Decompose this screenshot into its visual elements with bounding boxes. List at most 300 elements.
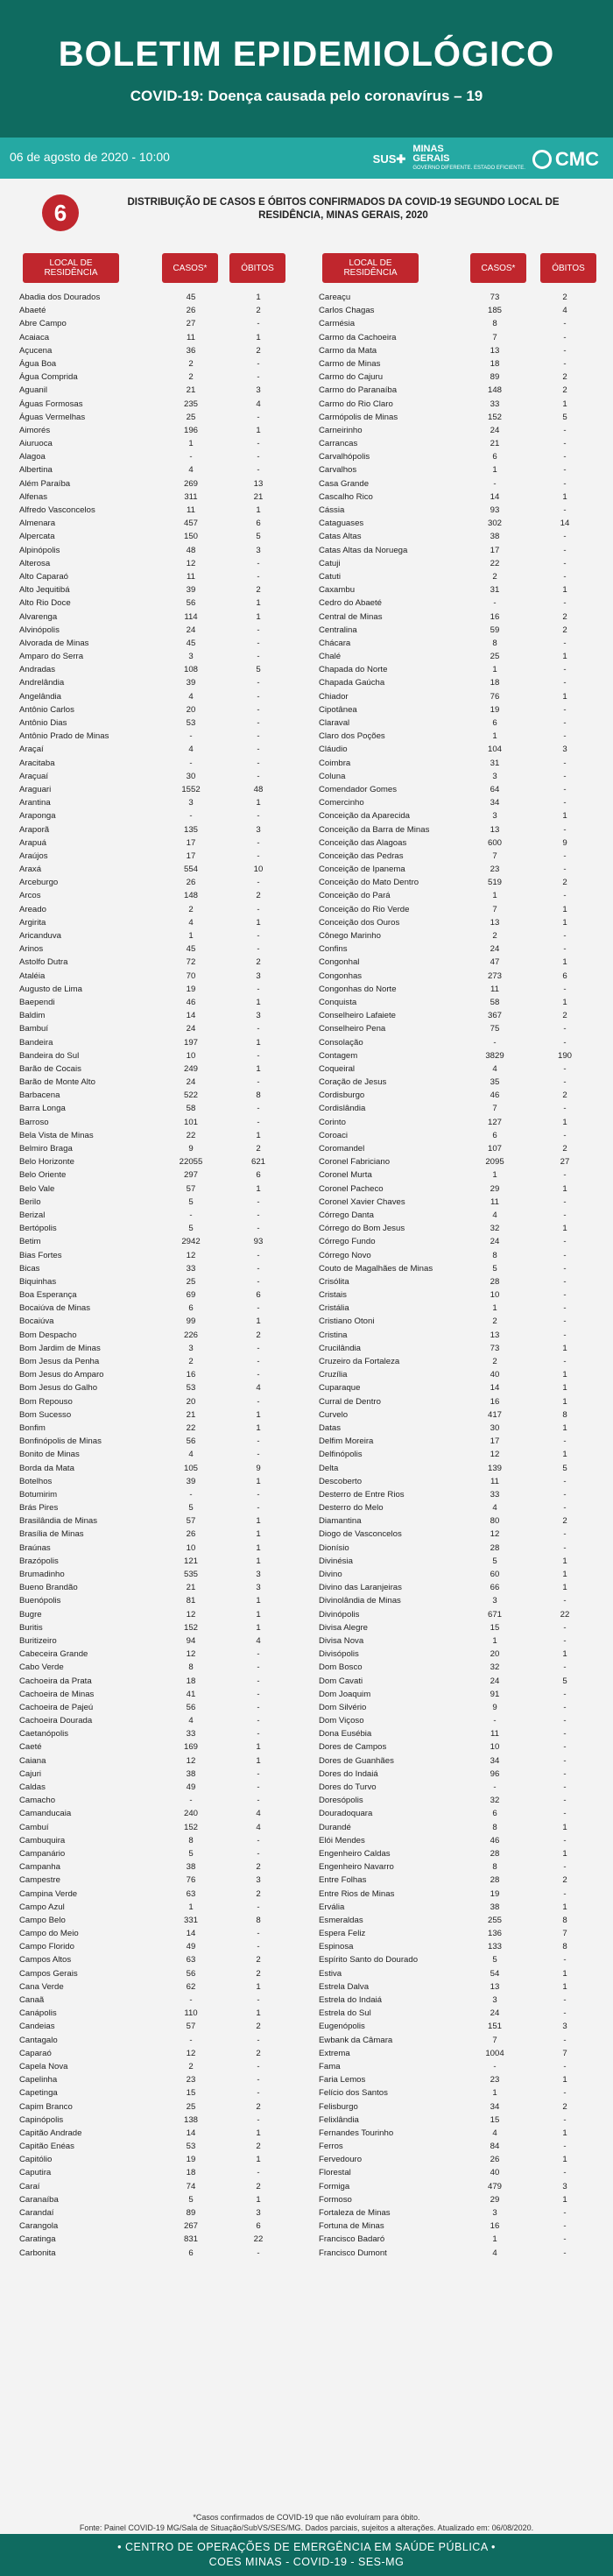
- municipality-name: Dona Eusébia: [319, 1729, 372, 1740]
- cases-count: 5: [492, 1556, 497, 1566]
- cases-count: 38: [186, 1768, 196, 1779]
- deaths-count: 1: [562, 904, 567, 914]
- municipality-name: Caxambu: [319, 585, 356, 596]
- table-row: [319, 2153, 608, 2166]
- municipality-name: Além Paraíba: [19, 478, 71, 489]
- deaths-count: 1: [256, 917, 261, 928]
- municipality-name: Bom Sucesso: [19, 1409, 72, 1420]
- table-row: [19, 2073, 299, 2086]
- cases-count: 108: [183, 665, 198, 675]
- municipality-name: Almenara: [19, 519, 56, 529]
- cases-count: 10: [490, 1742, 500, 1753]
- deaths-count: -: [257, 1489, 260, 1500]
- municipality-name: Bonfim: [19, 1422, 46, 1433]
- date-bar: [0, 138, 613, 179]
- cases-count: 75: [490, 1024, 500, 1034]
- cases-count: 16: [186, 1370, 196, 1380]
- table-row: [319, 411, 608, 424]
- municipality-name: Araçuaí: [19, 771, 49, 781]
- deaths-count: -: [563, 1077, 567, 1088]
- cases-count: 35: [490, 1077, 500, 1088]
- table-row: [19, 570, 299, 583]
- cases-count: 15: [490, 1622, 500, 1633]
- municipality-name: Cristais: [319, 1290, 347, 1301]
- cases-count: 53: [186, 2142, 196, 2152]
- deaths-count: 7: [562, 2048, 567, 2058]
- cases-count: 58: [186, 1104, 196, 1114]
- table-row: [319, 1860, 608, 1874]
- cases-count: 31: [490, 585, 500, 596]
- table-row: [319, 450, 608, 463]
- deaths-count: 1: [256, 1755, 261, 1766]
- table-row: [319, 1222, 608, 1235]
- cases-count: 66: [490, 1583, 500, 1593]
- deaths-count: 3: [562, 2181, 567, 2191]
- table-row: [319, 1901, 608, 1914]
- cases-count: 479: [487, 2181, 502, 2191]
- table-row: [19, 757, 299, 770]
- deaths-count: 1: [256, 1542, 261, 1553]
- cases-count: 62: [186, 1981, 196, 1992]
- table-row: [319, 1501, 608, 1514]
- deaths-count: 1: [562, 917, 567, 928]
- table-row: [19, 1940, 299, 1953]
- table-row: [19, 490, 299, 504]
- municipality-name: Carmo de Minas: [319, 358, 381, 369]
- cases-count: 21: [186, 1409, 196, 1420]
- cases-count: 12: [186, 1755, 196, 1766]
- cases-count: 34: [490, 2101, 500, 2112]
- table-row: [319, 916, 608, 929]
- cases-count: 8: [492, 638, 497, 648]
- cases-count: 26: [490, 2155, 500, 2165]
- deaths-count: 1: [256, 598, 261, 609]
- deaths-count: -: [563, 558, 567, 568]
- table-row: [319, 2007, 608, 2020]
- table-row: [19, 1807, 299, 1820]
- municipality-name: Cordisburgo: [319, 1090, 365, 1101]
- table-row: [19, 1794, 299, 1807]
- municipality-name: Entre Folhas: [319, 1875, 367, 1886]
- table-row: [319, 1768, 608, 1781]
- deaths-count: -: [257, 678, 260, 688]
- cases-count: 8: [188, 1835, 194, 1846]
- table-row: [319, 970, 608, 983]
- table-row: [319, 2206, 608, 2220]
- cases-count: 3829: [485, 1050, 504, 1061]
- table-row: [319, 1129, 608, 1142]
- table-row: [319, 1594, 608, 1607]
- deaths-count: 5: [256, 532, 261, 542]
- table-row: [319, 836, 608, 850]
- municipality-name: Argirita: [19, 917, 46, 928]
- deaths-count: 13: [253, 478, 264, 489]
- table-row: [19, 596, 299, 610]
- table-row: [19, 956, 299, 969]
- deaths-count: 1: [562, 2155, 567, 2165]
- municipality-name: Botumirim: [19, 1489, 58, 1500]
- municipality-name: Córrego Danta: [319, 1210, 374, 1220]
- cases-count: 4: [188, 745, 194, 755]
- cases-count: 94: [186, 1635, 196, 1646]
- deaths-count: -: [257, 1050, 260, 1061]
- table-row: [19, 2233, 299, 2246]
- table-row: [19, 1288, 299, 1302]
- cases-count: 47: [490, 957, 500, 968]
- municipality-name: Angelândia: [19, 691, 62, 702]
- deaths-count: -: [257, 1702, 260, 1712]
- cases-count: 33: [186, 1263, 196, 1274]
- table-row: [19, 2100, 299, 2114]
- table-row: [319, 610, 608, 624]
- deaths-count: -: [257, 1250, 260, 1260]
- table-row: [19, 2020, 299, 2033]
- municipality-name: Augusto de Lima: [19, 984, 82, 994]
- deaths-count: -: [563, 1330, 567, 1340]
- deaths-count: 6: [256, 2221, 261, 2232]
- deaths-count: 2: [256, 2048, 261, 2058]
- deaths-count: -: [257, 1263, 260, 1274]
- table-row: [19, 1501, 299, 1514]
- municipality-name: Cristália: [319, 1303, 349, 1314]
- municipality-name: Conceição do Pará: [319, 891, 391, 901]
- cases-count: 60: [490, 1570, 500, 1579]
- header-local-right: LOCAL DE RESIDÊNCIA: [322, 253, 419, 283]
- cases-count: 14: [490, 491, 500, 502]
- table-row: [19, 1874, 299, 1887]
- table-row: [19, 1488, 299, 1501]
- table-row: [319, 1940, 608, 1953]
- municipality-name: Entre Rios de Minas: [319, 1888, 395, 1899]
- table-row: [319, 1182, 608, 1196]
- cases-count: 10: [186, 1050, 196, 1061]
- municipality-name: Coromandel: [319, 1144, 365, 1154]
- municipality-name: Cedro do Abaeté: [319, 598, 383, 609]
- table-row: [19, 1821, 299, 1834]
- cases-count: 22: [186, 1130, 196, 1140]
- table-row: [319, 863, 608, 876]
- deaths-count: 1: [256, 505, 261, 515]
- cases-count: 21: [186, 1583, 196, 1593]
- cases-count: 24: [490, 944, 500, 955]
- cases-count: 32: [490, 1224, 500, 1234]
- page-subtitle: COVID-19: Doença causada pelo coronavírus – 19: [130, 88, 483, 104]
- cases-count: -: [493, 598, 497, 609]
- municipality-name: Coronel Murta: [319, 1170, 372, 1181]
- deaths-count: -: [563, 1995, 567, 2005]
- table-row: [319, 1794, 608, 1807]
- deaths-count: 190: [557, 1050, 572, 1061]
- cases-count: 3: [188, 1343, 194, 1353]
- deaths-count: -: [257, 1276, 260, 1287]
- table-title: DISTRIBUIÇÃO DE CASOS E ÓBITOS CONFIRMADOS DA COVID-19 SEGUNDO LOCAL DE RESIDÊNCIA, MINAS GERAIS, 2020: [127, 197, 560, 221]
- cases-count: 73: [490, 1343, 500, 1353]
- cases-count: 12: [490, 1450, 500, 1460]
- cases-count: 1: [188, 1902, 194, 1912]
- municipality-name: Cuparaque: [319, 1383, 361, 1394]
- deaths-count: -: [563, 865, 567, 875]
- municipality-name: Bonfinópolis de Minas: [19, 1436, 102, 1447]
- deaths-count: 6: [562, 970, 567, 981]
- table-row: [19, 1168, 299, 1182]
- municipality-name: Alvorada de Minas: [19, 638, 89, 648]
- cases-count: 14: [186, 1929, 196, 1939]
- municipality-name: Conceição da Aparecida: [319, 811, 411, 822]
- municipality-name: Ataléia: [19, 970, 46, 981]
- table-row: [19, 1329, 299, 1342]
- cases-count: 104: [487, 745, 502, 755]
- cases-count: 45: [186, 293, 196, 302]
- cases-count: 56: [186, 1968, 196, 1979]
- table-row: [319, 1740, 608, 1754]
- cases-count: 127: [487, 1117, 502, 1127]
- municipality-name: Capitólio: [19, 2155, 53, 2165]
- table-row: [19, 1022, 299, 1035]
- municipality-name: Ewbank da Câmara: [319, 2035, 393, 2045]
- municipality-name: Delfim Moreira: [319, 1436, 374, 1447]
- table-row: [19, 1967, 299, 1980]
- deaths-count: 3: [256, 970, 261, 981]
- table-row: [19, 663, 299, 676]
- deaths-count: 1: [562, 1396, 567, 1407]
- table-row: [319, 2140, 608, 2153]
- cases-count: 13: [490, 1981, 500, 1992]
- deaths-count: -: [257, 1077, 260, 1088]
- municipality-name: Conquista: [319, 997, 357, 1007]
- deaths-count: 1: [562, 1224, 567, 1234]
- deaths-count: 5: [562, 1676, 567, 1686]
- deaths-count: 2: [562, 372, 567, 383]
- deaths-count: -: [257, 944, 260, 955]
- table-row: [19, 1395, 299, 1408]
- cases-count: 41: [186, 1689, 196, 1699]
- deaths-count: -: [257, 731, 260, 742]
- table-row: [19, 876, 299, 889]
- cases-count: 136: [487, 1929, 502, 1939]
- municipality-name: Desterro do Melo: [319, 1503, 384, 1514]
- cases-count: 25: [186, 2101, 196, 2112]
- table-row: [319, 1608, 608, 1621]
- deaths-count: 1: [562, 1902, 567, 1912]
- deaths-count: 2: [562, 385, 567, 396]
- cases-count: 15: [490, 2114, 500, 2125]
- deaths-count: 2: [562, 878, 567, 888]
- deaths-count: 2: [256, 957, 261, 968]
- cases-count: 13: [490, 917, 500, 928]
- cases-count: 53: [186, 718, 196, 728]
- table-row: [319, 1927, 608, 1940]
- municipality-name: Diamantina: [319, 1516, 362, 1527]
- table-row: [19, 1542, 299, 1555]
- municipality-name: Araguari: [19, 784, 52, 794]
- municipality-name: Canápolis: [19, 2008, 57, 2019]
- cases-count: 8: [188, 1662, 194, 1673]
- cases-count: 6: [188, 1303, 194, 1314]
- deaths-count: 3: [256, 1011, 261, 1021]
- deaths-count: -: [563, 2234, 567, 2245]
- municipality-name: Córrego Fundo: [319, 1237, 376, 1247]
- municipality-name: Estrela do Indaiá: [319, 1995, 382, 2005]
- deaths-count: 4: [562, 306, 567, 316]
- cases-count: 12: [186, 558, 196, 568]
- deaths-count: 21: [253, 491, 264, 502]
- table-row: [19, 357, 299, 371]
- municipality-name: Dores de Guanhães: [319, 1755, 394, 1766]
- municipality-name: Buenópolis: [19, 1596, 61, 1606]
- deaths-count: 1: [562, 1183, 567, 1194]
- deaths-count: -: [563, 1888, 567, 1899]
- deaths-count: -: [563, 984, 567, 994]
- deaths-count: 1: [562, 2075, 567, 2086]
- cases-count: 457: [183, 519, 198, 529]
- deaths-count: 2: [562, 1875, 567, 1886]
- cases-count: 76: [490, 691, 500, 702]
- deaths-count: 1: [256, 2008, 261, 2019]
- cases-count: 28: [490, 1276, 500, 1287]
- cases-count: 30: [490, 1422, 500, 1433]
- cases-count: 20: [186, 704, 196, 715]
- cases-count: 3: [492, 1596, 497, 1606]
- table-row: [319, 477, 608, 490]
- deaths-count: 1: [562, 1450, 567, 1460]
- deaths-count: -: [563, 532, 567, 542]
- deaths-count: 2: [562, 1516, 567, 1527]
- deaths-count: 2: [256, 2181, 261, 2191]
- table-row: [19, 1076, 299, 1089]
- cases-count: 27: [186, 319, 196, 329]
- municipality-name: Carmo do Paranaíba: [319, 385, 398, 396]
- table-row: [319, 2180, 608, 2193]
- municipality-name: Fortuna de Minas: [319, 2221, 384, 2232]
- cases-count: 21: [490, 439, 500, 449]
- logos: [373, 145, 599, 173]
- municipality-name: Estiva: [319, 1968, 342, 1979]
- table-row: [19, 424, 299, 437]
- municipality-name: Areado: [19, 904, 46, 914]
- table-row: [319, 1568, 608, 1581]
- municipality-name: Chalé: [319, 652, 342, 662]
- cases-count: 73: [490, 293, 500, 302]
- cases-count: 17: [186, 850, 196, 861]
- cases-count: 8: [492, 1250, 497, 1260]
- deaths-count: 621: [250, 1157, 265, 1168]
- cases-count: 148: [183, 891, 198, 901]
- table-row: [19, 2047, 299, 2060]
- table-row: [19, 1701, 299, 1714]
- table-row: [319, 823, 608, 836]
- cases-count: 1: [492, 1170, 497, 1181]
- table-row: [319, 1435, 608, 1448]
- cases-count: 57: [186, 1516, 196, 1527]
- municipality-name: Corinto: [319, 1117, 346, 1127]
- municipality-name: Córrego Novo: [319, 1250, 371, 1260]
- deaths-count: 1: [256, 1037, 261, 1048]
- municipality-name: Felisburgo: [319, 2101, 358, 2112]
- cases-count: 49: [186, 1942, 196, 1952]
- municipality-name: Araxá: [19, 865, 42, 875]
- cases-count: 138: [183, 2114, 198, 2125]
- municipality-name: Biquinhas: [19, 1276, 57, 1287]
- municipality-name: Curvelo: [319, 1409, 349, 1420]
- table-row: [319, 770, 608, 783]
- deaths-count: 2: [562, 625, 567, 635]
- table-row: [319, 384, 608, 397]
- table-row: [319, 398, 608, 411]
- cases-count: 45: [186, 944, 196, 955]
- municipality-name: Carangola: [19, 2221, 59, 2232]
- municipality-name: Dores de Campos: [319, 1742, 387, 1753]
- cases-count: 64: [490, 784, 500, 794]
- municipality-name: Ferros: [319, 2142, 343, 2152]
- municipality-name: Estrela Dalva: [319, 1981, 370, 1992]
- municipality-name: Amparo do Serra: [19, 652, 84, 662]
- deaths-count: -: [563, 1768, 567, 1779]
- cases-count: 2942: [181, 1237, 201, 1247]
- deaths-count: -: [563, 771, 567, 781]
- cases-count: 24: [490, 425, 500, 435]
- cases-count: 6: [492, 718, 497, 728]
- deaths-count: -: [257, 1117, 260, 1127]
- table-row: [319, 1621, 608, 1634]
- table-row: [19, 1727, 299, 1740]
- table-row: [19, 676, 299, 689]
- municipality-name: Bias Fortes: [19, 1250, 62, 1260]
- cases-count: -: [189, 811, 193, 822]
- municipality-name: Cordislândia: [319, 1104, 366, 1114]
- municipality-name: Centralina: [319, 625, 357, 635]
- cases-count: 23: [490, 2075, 500, 2086]
- cases-count: 16: [490, 1396, 500, 1407]
- cases-count: 235: [183, 399, 198, 409]
- municipality-name: Bocaiúva: [19, 1316, 54, 1327]
- table-row: [19, 1555, 299, 1568]
- municipality-name: Braúnas: [19, 1542, 51, 1553]
- cases-count: 4: [188, 1716, 194, 1726]
- cases-count: 3: [492, 811, 497, 822]
- municipality-name: Bicas: [19, 1263, 40, 1274]
- cases-count: 40: [490, 2168, 500, 2178]
- table-row: [319, 1329, 608, 1342]
- cases-count: 21: [186, 385, 196, 396]
- deaths-count: -: [563, 1037, 567, 1048]
- deaths-count: 2: [256, 1862, 261, 1873]
- table-row: [19, 1834, 299, 1847]
- table-row: [19, 637, 299, 650]
- table-row: [19, 530, 299, 543]
- deaths-count: 8: [562, 1915, 567, 1925]
- deaths-count: 1: [256, 1596, 261, 1606]
- cases-count: 554: [183, 865, 198, 875]
- table-row: [319, 1381, 608, 1394]
- deaths-count: -: [563, 2142, 567, 2152]
- municipality-name: Capim Branco: [19, 2101, 73, 2112]
- municipality-name: Coimbra: [319, 758, 351, 768]
- cases-count: 9: [188, 1144, 194, 1154]
- deaths-count: -: [257, 1662, 260, 1673]
- deaths-count: 4: [256, 1635, 261, 1646]
- municipality-name: Congonhas: [319, 970, 363, 981]
- deaths-count: 1: [562, 997, 567, 1007]
- cases-count: 28: [490, 1542, 500, 1553]
- cases-count: 7: [492, 332, 497, 342]
- deaths-count: 1: [562, 1570, 567, 1579]
- table-row: [319, 783, 608, 796]
- cases-count: 24: [490, 2008, 500, 2019]
- table-row: [19, 1594, 299, 1607]
- cases-count: 38: [490, 1902, 500, 1912]
- table-row: [319, 1209, 608, 1222]
- deaths-count: -: [257, 878, 260, 888]
